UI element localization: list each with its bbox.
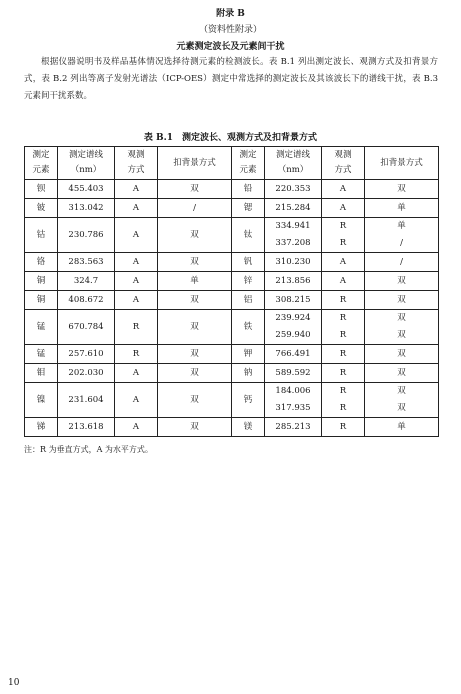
- cell-mode: [322, 180, 365, 199]
- mode-value: R: [339, 349, 347, 359]
- cell-element: 锑: [25, 418, 58, 437]
- cell-element: 钙: [232, 383, 265, 418]
- background-value: 双: [397, 295, 406, 305]
- cell-mode: [115, 180, 158, 199]
- wavelength-value: 231.604: [68, 395, 104, 405]
- background-value: 双: [190, 368, 199, 378]
- table-row: [25, 218, 439, 253]
- wavelength-value: 184.006: [275, 386, 311, 396]
- cell-mode: [115, 218, 158, 253]
- background-value: /: [400, 238, 403, 248]
- table-row: [25, 272, 439, 291]
- cell-background: [365, 364, 439, 383]
- cell-element: 铜: [25, 291, 58, 310]
- cell-mode: [115, 310, 158, 345]
- wavelength-value: 308.215: [275, 295, 311, 305]
- mode-value: R: [339, 295, 347, 305]
- cell-element: 铬: [25, 253, 58, 272]
- cell-wavelength: [58, 291, 115, 310]
- background-value: 双: [397, 403, 406, 413]
- background-value: 单: [397, 203, 406, 213]
- table-note: 注：R 为垂直方式，A 为水平方式。: [24, 445, 153, 454]
- cell-wavelength: [265, 364, 322, 383]
- header-wavelength: 测定谱线 （nm）: [58, 147, 115, 180]
- cell-element: 钠: [232, 364, 265, 383]
- cell-background: [365, 180, 439, 199]
- mode-value: R: [339, 238, 347, 248]
- wavelength-value: 220.353: [275, 184, 311, 194]
- mode-value: R: [339, 386, 347, 396]
- mode-value: A: [132, 203, 140, 213]
- cell-wavelength: [58, 180, 115, 199]
- cell-element: 铜: [25, 272, 58, 291]
- cell-mode: [322, 418, 365, 437]
- cell-mode: [115, 272, 158, 291]
- wavelength-value: 257.610: [68, 349, 104, 359]
- cell-background: [365, 418, 439, 437]
- mode-value: R: [339, 221, 347, 231]
- cell-wavelength: [58, 383, 115, 418]
- cell-mode: [115, 199, 158, 218]
- cell-mode: [322, 199, 365, 218]
- header-element: 测定 元素: [232, 147, 265, 180]
- cell-mode: [322, 291, 365, 310]
- cell-wavelength: [265, 418, 322, 437]
- cell-element: 锰: [25, 345, 58, 364]
- cell-element: 钒: [232, 253, 265, 272]
- cell-wavelength: [58, 345, 115, 364]
- wavelength-value: 317.935: [275, 403, 311, 413]
- background-value: 双: [190, 230, 199, 240]
- mode-value: A: [339, 203, 347, 213]
- wavelength-value: 324.7: [73, 276, 99, 286]
- background-value: 单: [190, 276, 199, 286]
- table-row: [25, 310, 439, 345]
- cell-wavelength: [265, 383, 322, 418]
- table-row: [25, 364, 439, 383]
- page-number: 10: [8, 678, 20, 688]
- cell-element: 铁: [232, 310, 265, 345]
- wavelength-value: 215.284: [275, 203, 311, 213]
- background-value: 双: [190, 322, 199, 332]
- background-value: 双: [190, 257, 199, 267]
- header-background: 扣背景方式: [365, 147, 439, 180]
- mode-value: R: [132, 349, 140, 359]
- cell-background: [365, 310, 439, 345]
- wavelength-value: 202.030: [68, 368, 104, 378]
- cell-wavelength: [265, 218, 322, 253]
- appendix-type: （资料性附录）: [198, 25, 262, 35]
- cell-mode: [115, 253, 158, 272]
- cell-element: 钛: [232, 218, 265, 253]
- cell-wavelength: [58, 199, 115, 218]
- wavelength-value: 283.563: [68, 257, 104, 267]
- cell-wavelength: [265, 272, 322, 291]
- wavelength-value: 310.230: [275, 257, 311, 267]
- cell-element: 铝: [232, 291, 265, 310]
- background-value: 双: [397, 184, 406, 194]
- table-row: [25, 199, 439, 218]
- cell-background: [158, 345, 232, 364]
- cell-background: [158, 199, 232, 218]
- cell-wavelength: [58, 364, 115, 383]
- wavelength-value: 213.856: [275, 276, 311, 286]
- cell-background: [365, 199, 439, 218]
- wavelength-value: 239.924: [275, 313, 311, 323]
- background-value: 双: [190, 395, 199, 405]
- cell-mode: [115, 383, 158, 418]
- background-value: 双: [397, 349, 406, 359]
- mode-value: R: [339, 368, 347, 378]
- table-body: [25, 180, 439, 437]
- section-title: 元素测定波长及元素间干扰: [176, 42, 285, 52]
- cell-element: 锶: [232, 199, 265, 218]
- mode-value: A: [132, 422, 140, 432]
- cell-mode: [322, 345, 365, 364]
- appendix-title: 附录 B: [216, 9, 245, 19]
- wavelength-value: 313.042: [68, 203, 104, 213]
- background-value: 双: [190, 349, 199, 359]
- header-element: 测定 元素: [25, 147, 58, 180]
- cell-mode: [115, 291, 158, 310]
- table-row: [25, 383, 439, 418]
- table-row: [25, 253, 439, 272]
- cell-wavelength: [265, 345, 322, 364]
- cell-wavelength: [58, 253, 115, 272]
- background-value: 双: [397, 276, 406, 286]
- cell-wavelength: [265, 291, 322, 310]
- wavelength-table: [24, 146, 439, 437]
- cell-wavelength: [58, 310, 115, 345]
- wavelength-value: 213.618: [68, 422, 104, 432]
- cell-wavelength: [265, 253, 322, 272]
- mode-value: A: [339, 257, 347, 267]
- background-value: 单: [397, 422, 406, 432]
- mode-value: R: [132, 322, 140, 332]
- cell-element: 钴: [25, 218, 58, 253]
- cell-element: 钡: [25, 180, 58, 199]
- cell-element: 锰: [25, 310, 58, 345]
- cell-wavelength: [58, 272, 115, 291]
- cell-mode: [322, 310, 365, 345]
- cell-mode: [115, 345, 158, 364]
- cell-mode: [115, 418, 158, 437]
- wavelength-value: 766.491: [275, 349, 311, 359]
- cell-mode: [322, 218, 365, 253]
- cell-wavelength: [58, 218, 115, 253]
- cell-background: [158, 272, 232, 291]
- mode-value: A: [132, 184, 140, 194]
- mode-value: A: [339, 184, 347, 194]
- cell-background: [365, 272, 439, 291]
- wavelength-value: 455.403: [68, 184, 104, 194]
- cell-background: [365, 218, 439, 253]
- table-row: [25, 180, 439, 199]
- wavelength-value: 230.786: [68, 230, 104, 240]
- mode-value: R: [339, 403, 347, 413]
- mode-value: R: [339, 330, 347, 340]
- cell-background: [158, 180, 232, 199]
- wavelength-value: 259.940: [275, 330, 311, 340]
- intro-paragraph: 根据仪器说明书及样品基体情况选择待测元素的检测波长。表 B.1 列出测定波长、观测方式及扣背景方式，表 B.2 列出等离子发射光谱法（ICP-OES）测定中常选择的测定波长及其该波长下的谱线干扰，表 B.3 元素间干扰系数。: [24, 57, 438, 101]
- cell-element: 锌: [232, 272, 265, 291]
- cell-mode: [322, 364, 365, 383]
- mode-value: A: [339, 276, 347, 286]
- wavelength-value: 589.592: [275, 368, 311, 378]
- cell-background: [158, 253, 232, 272]
- background-value: 双: [190, 295, 199, 305]
- wavelength-value: 408.672: [68, 295, 104, 305]
- wavelength-value: 334.941: [275, 221, 311, 231]
- cell-wavelength: [265, 199, 322, 218]
- mode-value: A: [132, 368, 140, 378]
- mode-value: A: [132, 395, 140, 405]
- cell-element: 镁: [232, 418, 265, 437]
- cell-background: [365, 253, 439, 272]
- mode-value: R: [339, 422, 347, 432]
- cell-background: [158, 310, 232, 345]
- cell-background: [158, 383, 232, 418]
- cell-background: [158, 364, 232, 383]
- mode-value: A: [132, 295, 140, 305]
- cell-element: 钼: [25, 364, 58, 383]
- cell-wavelength: [265, 310, 322, 345]
- cell-element: 铅: [232, 180, 265, 199]
- wavelength-value: 285.213: [275, 422, 311, 432]
- cell-element: 铍: [25, 199, 58, 218]
- table-row: [25, 345, 439, 364]
- cell-background: [365, 345, 439, 364]
- cell-element: 钾: [232, 345, 265, 364]
- table-header: [25, 147, 439, 180]
- background-value: 双: [397, 386, 406, 396]
- wavelength-value: 337.208: [275, 238, 311, 248]
- cell-background: [365, 383, 439, 418]
- header-mode: 观测 方式: [322, 147, 365, 180]
- cell-background: [365, 291, 439, 310]
- background-value: /: [193, 203, 196, 213]
- header-background: 扣背景方式: [158, 147, 232, 180]
- table-row: [25, 291, 439, 310]
- cell-background: [158, 218, 232, 253]
- cell-mode: [322, 253, 365, 272]
- header-wavelength: 测定谱线 （nm）: [265, 147, 322, 180]
- cell-mode: [322, 383, 365, 418]
- table-caption: 表 B.1 测定波长、观测方式及扣背景方式: [143, 133, 318, 143]
- mode-value: A: [132, 276, 140, 286]
- cell-mode: [322, 272, 365, 291]
- background-value: 双: [190, 184, 199, 194]
- header-mode: 观测 方式: [115, 147, 158, 180]
- background-value: 双: [190, 422, 199, 432]
- table-row: [25, 418, 439, 437]
- cell-background: [158, 418, 232, 437]
- background-value: /: [400, 257, 403, 267]
- cell-wavelength: [58, 418, 115, 437]
- mode-value: A: [132, 230, 140, 240]
- background-value: 双: [397, 330, 406, 340]
- mode-value: R: [339, 313, 347, 323]
- background-value: 单: [397, 221, 406, 231]
- wavelength-value: 670.784: [68, 322, 104, 332]
- cell-background: [158, 291, 232, 310]
- cell-wavelength: [265, 180, 322, 199]
- cell-element: 镍: [25, 383, 58, 418]
- mode-value: A: [132, 257, 140, 267]
- background-value: 双: [397, 313, 406, 323]
- cell-mode: [115, 364, 158, 383]
- background-value: 双: [397, 368, 406, 378]
